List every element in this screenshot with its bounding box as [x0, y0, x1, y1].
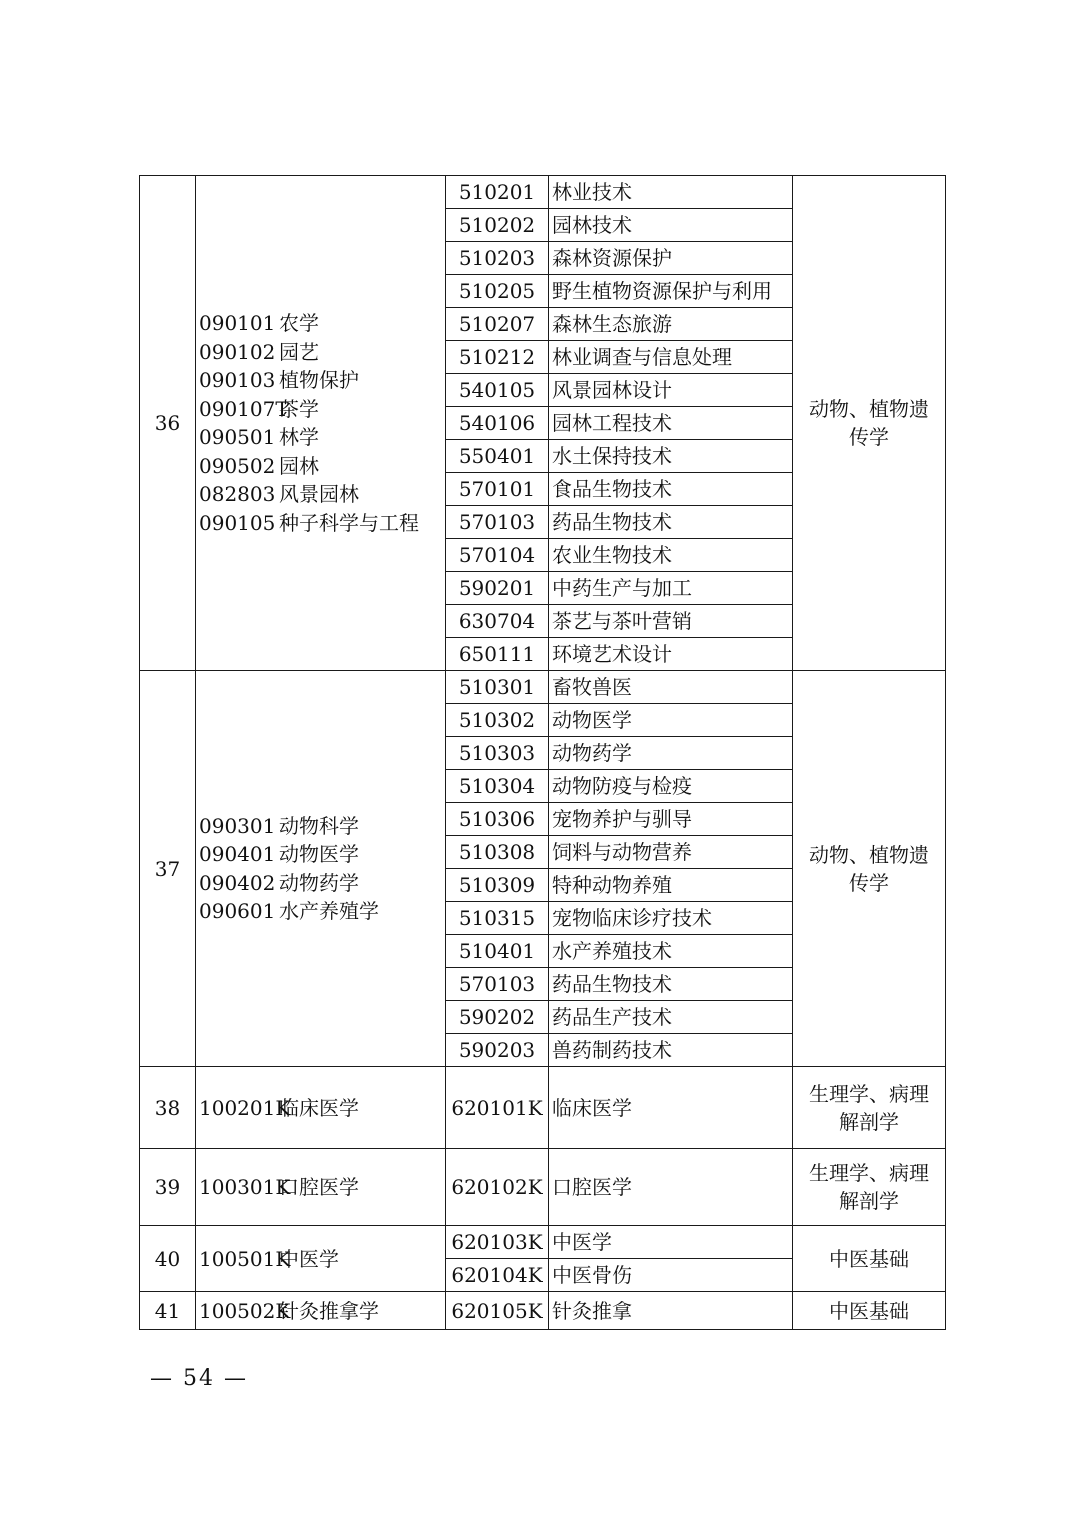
major-catalog-table — [139, 175, 946, 1330]
undergraduate-major-code: 082803 — [199, 482, 276, 507]
vocational-major-code: 510301 — [446, 671, 549, 704]
undergraduate-major-code: 100502K — [199, 1298, 291, 1323]
vocational-major-code: 510212 — [446, 341, 549, 374]
vocational-major-name: 中药生产与加工 — [549, 572, 793, 605]
exam-course — [793, 1226, 946, 1292]
undergraduate-major-item — [199, 1096, 445, 1120]
undergraduate-major-item — [199, 840, 445, 869]
vocational-major-code: 510308 — [446, 836, 549, 869]
group-number: 36 — [140, 176, 196, 671]
undergraduate-major-name: 园林 — [279, 453, 319, 478]
vocational-major-name: 动物防疫与检疫 — [549, 770, 793, 803]
undergraduate-majors — [196, 1226, 446, 1292]
undergraduate-major-code: 090101 — [199, 311, 276, 336]
table-row — [140, 1067, 946, 1149]
vocational-major-code: 570103 — [446, 506, 549, 539]
undergraduate-major-name: 种子科学与工程 — [279, 510, 419, 535]
table-row — [140, 671, 946, 704]
undergraduate-majors — [196, 1292, 446, 1330]
vocational-major-code: 620104K — [446, 1259, 549, 1292]
undergraduate-major-item — [199, 480, 445, 509]
undergraduate-major-name: 林学 — [279, 425, 319, 450]
undergraduate-major-code: 090401 — [199, 842, 276, 867]
table-row — [140, 1292, 946, 1330]
undergraduate-major-name: 茶学 — [279, 396, 319, 421]
vocational-major-name: 风景园林设计 — [549, 374, 793, 407]
exam-course-text: 中医基础 — [829, 1298, 909, 1323]
undergraduate-major-code: 090103 — [199, 368, 276, 393]
vocational-major-name: 宠物养护与驯导 — [549, 803, 793, 836]
vocational-major-code: 570101 — [446, 473, 549, 506]
vocational-major-name: 畜牧兽医 — [549, 671, 793, 704]
table-row — [140, 1226, 946, 1259]
undergraduate-major-item — [199, 452, 445, 481]
undergraduate-major-name: 风景园林 — [279, 482, 359, 507]
group-number: 40 — [140, 1226, 196, 1292]
exam-course — [793, 1292, 946, 1330]
exam-course — [793, 1149, 946, 1226]
vocational-major-name: 林业技术 — [549, 176, 793, 209]
vocational-major-code: 620101K — [446, 1067, 549, 1149]
vocational-major-name: 森林生态旅游 — [549, 308, 793, 341]
undergraduate-major-item — [199, 1175, 445, 1199]
vocational-major-code: 620102K — [446, 1149, 549, 1226]
undergraduate-major-name: 农学 — [279, 311, 319, 336]
vocational-major-name: 中医学 — [549, 1226, 793, 1259]
undergraduate-major-name: 园艺 — [279, 339, 319, 364]
exam-course-text: 生理学、病理解剖学 — [809, 1161, 929, 1213]
vocational-major-name: 环境艺术设计 — [549, 638, 793, 671]
undergraduate-major-code: 090402 — [199, 870, 276, 895]
undergraduate-major-name: 中医学 — [279, 1246, 339, 1271]
vocational-major-code: 540106 — [446, 407, 549, 440]
exam-course — [793, 1067, 946, 1149]
undergraduate-major-code: 090102 — [199, 339, 276, 364]
undergraduate-major-item — [199, 338, 445, 367]
vocational-major-name: 水产养殖技术 — [549, 935, 793, 968]
undergraduate-major-name: 临床医学 — [279, 1095, 359, 1120]
vocational-major-code: 510203 — [446, 242, 549, 275]
vocational-major-name: 药品生物技术 — [549, 506, 793, 539]
vocational-major-name: 药品生产技术 — [549, 1001, 793, 1034]
vocational-major-name: 动物药学 — [549, 737, 793, 770]
undergraduate-majors — [196, 1149, 446, 1226]
undergraduate-major-name: 水产养殖学 — [279, 899, 379, 924]
exam-course-text: 生理学、病理解剖学 — [809, 1081, 929, 1134]
vocational-major-name: 园林技术 — [549, 209, 793, 242]
vocational-major-code: 630704 — [446, 605, 549, 638]
page-number: — 54 — — [150, 1366, 248, 1391]
undergraduate-major-name: 植物保护 — [279, 368, 359, 393]
vocational-major-name: 针灸推拿 — [549, 1292, 793, 1330]
vocational-major-code: 510205 — [446, 275, 549, 308]
vocational-major-code: 510309 — [446, 869, 549, 902]
vocational-major-code: 510315 — [446, 902, 549, 935]
group-number: 38 — [140, 1067, 196, 1149]
exam-course-text: 动物、植物遗传学 — [809, 397, 929, 449]
vocational-major-code: 510201 — [446, 176, 549, 209]
vocational-major-name: 食品生物技术 — [549, 473, 793, 506]
undergraduate-major-item — [199, 309, 445, 338]
vocational-major-code: 570104 — [446, 539, 549, 572]
vocational-major-name: 野生植物资源保护与利用 — [549, 275, 793, 308]
vocational-major-name: 森林资源保护 — [549, 242, 793, 275]
vocational-major-name: 林业调查与信息处理 — [549, 341, 793, 374]
vocational-major-name: 农业生物技术 — [549, 539, 793, 572]
exam-course-text: 动物、植物遗传学 — [809, 842, 929, 895]
group-number: 41 — [140, 1292, 196, 1330]
undergraduate-major-name: 动物医学 — [279, 842, 359, 867]
group-number: 39 — [140, 1149, 196, 1226]
undergraduate-major-code: 090301 — [199, 813, 276, 838]
vocational-major-code: 590201 — [446, 572, 549, 605]
undergraduate-major-code: 100201K — [199, 1095, 291, 1120]
vocational-major-name: 中医骨伤 — [549, 1259, 793, 1292]
vocational-major-name: 药品生物技术 — [549, 968, 793, 1001]
exam-course-text: 中医基础 — [829, 1246, 909, 1271]
undergraduate-major-code: 090601 — [199, 899, 276, 924]
undergraduate-major-code: 090501 — [199, 425, 276, 450]
vocational-major-code: 620103K — [446, 1226, 549, 1259]
undergraduate-major-item — [199, 395, 445, 424]
undergraduate-majors — [196, 1067, 446, 1149]
undergraduate-majors — [196, 176, 446, 671]
undergraduate-major-item — [199, 423, 445, 452]
undergraduate-major-code: 090105 — [199, 510, 276, 535]
undergraduate-major-code: 100301K — [199, 1175, 291, 1199]
undergraduate-majors — [196, 671, 446, 1067]
vocational-major-code: 540105 — [446, 374, 549, 407]
undergraduate-major-code: 090107T — [199, 396, 289, 421]
vocational-major-name: 兽药制药技术 — [549, 1034, 793, 1067]
undergraduate-major-item — [199, 509, 445, 538]
vocational-major-code: 510401 — [446, 935, 549, 968]
undergraduate-major-item — [199, 897, 445, 926]
undergraduate-major-name: 动物科学 — [279, 813, 359, 838]
undergraduate-major-code: 100501K — [199, 1246, 291, 1271]
vocational-major-name: 饲料与动物营养 — [549, 836, 793, 869]
undergraduate-major-code: 090502 — [199, 453, 276, 478]
vocational-major-name: 茶艺与茶叶营销 — [549, 605, 793, 638]
vocational-major-name: 临床医学 — [549, 1067, 793, 1149]
undergraduate-major-name: 动物药学 — [279, 870, 359, 895]
undergraduate-major-item — [199, 869, 445, 898]
vocational-major-code: 570103 — [446, 968, 549, 1001]
table-row — [140, 1149, 946, 1226]
vocational-major-code: 650111 — [446, 638, 549, 671]
vocational-major-name: 特种动物养殖 — [549, 869, 793, 902]
vocational-major-code: 510207 — [446, 308, 549, 341]
vocational-major-name: 口腔医学 — [549, 1149, 793, 1226]
exam-course — [793, 671, 946, 1067]
vocational-major-name: 宠物临床诊疗技术 — [549, 902, 793, 935]
vocational-major-name: 动物医学 — [549, 704, 793, 737]
vocational-major-code: 510202 — [446, 209, 549, 242]
vocational-major-code: 510303 — [446, 737, 549, 770]
table-row — [140, 176, 946, 209]
vocational-major-code: 550401 — [446, 440, 549, 473]
vocational-major-code: 590202 — [446, 1001, 549, 1034]
undergraduate-major-item — [199, 1247, 445, 1271]
undergraduate-major-item — [199, 1299, 445, 1323]
undergraduate-major-name: 针灸推拿学 — [279, 1298, 379, 1323]
vocational-major-code: 620105K — [446, 1292, 549, 1330]
vocational-major-name: 园林工程技术 — [549, 407, 793, 440]
vocational-major-code: 510304 — [446, 770, 549, 803]
exam-course — [793, 176, 946, 671]
vocational-major-code: 510302 — [446, 704, 549, 737]
undergraduate-major-name: 口腔医学 — [279, 1175, 359, 1199]
group-number: 37 — [140, 671, 196, 1067]
vocational-major-code: 510306 — [446, 803, 549, 836]
vocational-major-name: 水土保持技术 — [549, 440, 793, 473]
undergraduate-major-item — [199, 366, 445, 395]
vocational-major-code: 590203 — [446, 1034, 549, 1067]
undergraduate-major-item — [199, 812, 445, 841]
